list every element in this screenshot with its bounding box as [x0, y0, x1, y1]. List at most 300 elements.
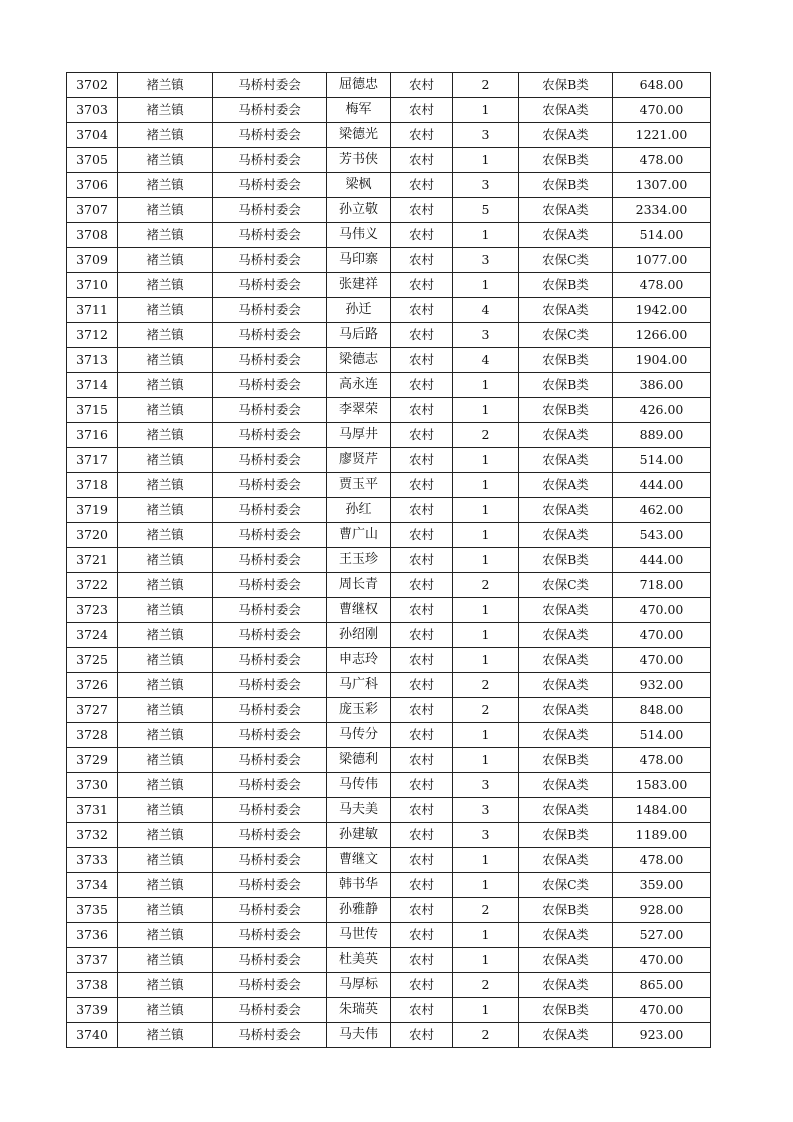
name-cell: 马广科 — [327, 673, 391, 698]
insurance-category-cell: 农保A类 — [519, 648, 613, 673]
household-type-cell: 农村 — [391, 248, 453, 273]
household-size-cell: 4 — [453, 298, 519, 323]
village-committee-cell: 马桥村委会 — [213, 398, 327, 423]
table-row — [67, 498, 711, 523]
village-committee-cell: 马桥村委会 — [213, 248, 327, 273]
name-cell: 李翠荣 — [327, 398, 391, 423]
household-type-cell: 农村 — [391, 348, 453, 373]
row-id-cell: 3720 — [67, 523, 118, 548]
village-committee-cell: 马桥村委会 — [213, 873, 327, 898]
household-size-cell: 1 — [453, 523, 519, 548]
amount-cell: 1942.00 — [613, 298, 711, 323]
town-cell: 褚兰镇 — [118, 598, 213, 623]
name-cell: 张建祥 — [327, 273, 391, 298]
household-type-cell: 农村 — [391, 498, 453, 523]
name-cell: 梁德利 — [327, 748, 391, 773]
household-size-cell: 1 — [453, 998, 519, 1023]
village-committee-cell: 马桥村委会 — [213, 298, 327, 323]
name-cell: 曹继权 — [327, 598, 391, 623]
table-row — [67, 473, 711, 498]
household-size-cell: 1 — [453, 748, 519, 773]
village-committee-cell: 马桥村委会 — [213, 198, 327, 223]
row-id-cell: 3707 — [67, 198, 118, 223]
insurance-category-cell: 农保B类 — [519, 823, 613, 848]
town-cell: 褚兰镇 — [118, 948, 213, 973]
town-cell: 褚兰镇 — [118, 248, 213, 273]
household-type-cell: 农村 — [391, 98, 453, 123]
table-row — [67, 623, 711, 648]
household-size-cell: 2 — [453, 73, 519, 98]
household-size-cell: 1 — [453, 548, 519, 573]
household-type-cell: 农村 — [391, 298, 453, 323]
table-row — [67, 798, 711, 823]
household-size-cell: 1 — [453, 923, 519, 948]
row-id-cell: 3722 — [67, 573, 118, 598]
table-row — [67, 548, 711, 573]
row-id-cell: 3704 — [67, 123, 118, 148]
household-type-cell: 农村 — [391, 373, 453, 398]
household-size-cell: 1 — [453, 498, 519, 523]
town-cell: 褚兰镇 — [118, 623, 213, 648]
insurance-category-cell: 农保A类 — [519, 623, 613, 648]
household-size-cell: 1 — [453, 873, 519, 898]
town-cell: 褚兰镇 — [118, 273, 213, 298]
name-cell: 芳书侠 — [327, 148, 391, 173]
name-cell: 庞玉彩 — [327, 698, 391, 723]
row-id-cell: 3727 — [67, 698, 118, 723]
village-committee-cell: 马桥村委会 — [213, 623, 327, 648]
name-cell: 孙迁 — [327, 298, 391, 323]
row-id-cell: 3713 — [67, 348, 118, 373]
benefit-table — [66, 72, 711, 1048]
row-id-cell: 3733 — [67, 848, 118, 873]
insurance-category-cell: 农保A类 — [519, 698, 613, 723]
household-type-cell: 农村 — [391, 698, 453, 723]
name-cell: 马印寨 — [327, 248, 391, 273]
table-row — [67, 723, 711, 748]
household-type-cell: 农村 — [391, 123, 453, 148]
insurance-category-cell: 农保A类 — [519, 723, 613, 748]
name-cell: 马厚井 — [327, 423, 391, 448]
household-size-cell: 2 — [453, 1023, 519, 1048]
table-row — [67, 873, 711, 898]
household-type-cell: 农村 — [391, 673, 453, 698]
town-cell: 褚兰镇 — [118, 173, 213, 198]
village-committee-cell: 马桥村委会 — [213, 548, 327, 573]
name-cell: 周长青 — [327, 573, 391, 598]
town-cell: 褚兰镇 — [118, 998, 213, 1023]
household-size-cell: 1 — [453, 373, 519, 398]
town-cell: 褚兰镇 — [118, 73, 213, 98]
table-row — [67, 648, 711, 673]
amount-cell: 470.00 — [613, 98, 711, 123]
village-committee-cell: 马桥村委会 — [213, 598, 327, 623]
village-committee-cell: 马桥村委会 — [213, 573, 327, 598]
household-type-cell: 农村 — [391, 948, 453, 973]
amount-cell: 514.00 — [613, 723, 711, 748]
insurance-category-cell: 农保A类 — [519, 773, 613, 798]
table-row — [67, 773, 711, 798]
amount-cell: 1266.00 — [613, 323, 711, 348]
town-cell: 褚兰镇 — [118, 648, 213, 673]
name-cell: 廖贤芹 — [327, 448, 391, 473]
row-id-cell: 3708 — [67, 223, 118, 248]
row-id-cell: 3724 — [67, 623, 118, 648]
amount-cell: 1307.00 — [613, 173, 711, 198]
amount-cell: 543.00 — [613, 523, 711, 548]
table-row — [67, 73, 711, 98]
row-id-cell: 3736 — [67, 923, 118, 948]
household-size-cell: 2 — [453, 898, 519, 923]
name-cell: 梁德光 — [327, 123, 391, 148]
household-type-cell: 农村 — [391, 873, 453, 898]
town-cell: 褚兰镇 — [118, 548, 213, 573]
row-id-cell: 3730 — [67, 773, 118, 798]
name-cell: 贾玉平 — [327, 473, 391, 498]
town-cell: 褚兰镇 — [118, 1023, 213, 1048]
table-row — [67, 673, 711, 698]
table-row — [67, 248, 711, 273]
town-cell: 褚兰镇 — [118, 798, 213, 823]
insurance-category-cell: 农保B类 — [519, 348, 613, 373]
town-cell: 褚兰镇 — [118, 848, 213, 873]
amount-cell: 470.00 — [613, 623, 711, 648]
table-row — [67, 698, 711, 723]
row-id-cell: 3715 — [67, 398, 118, 423]
table-row — [67, 848, 711, 873]
amount-cell: 444.00 — [613, 548, 711, 573]
household-size-cell: 1 — [453, 623, 519, 648]
name-cell: 韩书华 — [327, 873, 391, 898]
name-cell: 屈德忠 — [327, 73, 391, 98]
village-committee-cell: 马桥村委会 — [213, 123, 327, 148]
insurance-category-cell: 农保C类 — [519, 248, 613, 273]
household-size-cell: 1 — [453, 98, 519, 123]
village-committee-cell: 马桥村委会 — [213, 673, 327, 698]
town-cell: 褚兰镇 — [118, 223, 213, 248]
amount-cell: 648.00 — [613, 73, 711, 98]
insurance-category-cell: 农保B类 — [519, 173, 613, 198]
household-size-cell: 3 — [453, 248, 519, 273]
town-cell: 褚兰镇 — [118, 698, 213, 723]
row-id-cell: 3714 — [67, 373, 118, 398]
household-type-cell: 农村 — [391, 523, 453, 548]
amount-cell: 444.00 — [613, 473, 711, 498]
village-committee-cell: 马桥村委会 — [213, 223, 327, 248]
name-cell: 孙立敬 — [327, 198, 391, 223]
name-cell: 高永连 — [327, 373, 391, 398]
town-cell: 褚兰镇 — [118, 973, 213, 998]
amount-cell: 478.00 — [613, 748, 711, 773]
household-size-cell: 2 — [453, 973, 519, 998]
table-row — [67, 273, 711, 298]
village-committee-cell: 马桥村委会 — [213, 898, 327, 923]
row-id-cell: 3735 — [67, 898, 118, 923]
insurance-category-cell: 农保A类 — [519, 948, 613, 973]
row-id-cell: 3740 — [67, 1023, 118, 1048]
town-cell: 褚兰镇 — [118, 398, 213, 423]
row-id-cell: 3734 — [67, 873, 118, 898]
insurance-category-cell: 农保C类 — [519, 873, 613, 898]
household-size-cell: 2 — [453, 423, 519, 448]
amount-cell: 470.00 — [613, 998, 711, 1023]
amount-cell: 478.00 — [613, 848, 711, 873]
village-committee-cell: 马桥村委会 — [213, 348, 327, 373]
name-cell: 马传伟 — [327, 773, 391, 798]
name-cell: 朱瑞英 — [327, 998, 391, 1023]
table-row — [67, 148, 711, 173]
village-committee-cell: 马桥村委会 — [213, 973, 327, 998]
amount-cell: 514.00 — [613, 448, 711, 473]
row-id-cell: 3721 — [67, 548, 118, 573]
household-type-cell: 农村 — [391, 723, 453, 748]
name-cell: 杜美英 — [327, 948, 391, 973]
amount-cell: 932.00 — [613, 673, 711, 698]
household-type-cell: 农村 — [391, 623, 453, 648]
household-type-cell: 农村 — [391, 648, 453, 673]
table-row — [67, 348, 711, 373]
row-id-cell: 3712 — [67, 323, 118, 348]
insurance-category-cell: 农保A类 — [519, 198, 613, 223]
household-size-cell: 1 — [453, 273, 519, 298]
amount-cell: 1189.00 — [613, 823, 711, 848]
amount-cell: 470.00 — [613, 648, 711, 673]
row-id-cell: 3723 — [67, 598, 118, 623]
amount-cell: 1221.00 — [613, 123, 711, 148]
amount-cell: 865.00 — [613, 973, 711, 998]
village-committee-cell: 马桥村委会 — [213, 423, 327, 448]
row-id-cell: 3709 — [67, 248, 118, 273]
row-id-cell: 3706 — [67, 173, 118, 198]
table-row — [67, 1023, 711, 1048]
town-cell: 褚兰镇 — [118, 498, 213, 523]
table-row — [67, 373, 711, 398]
household-size-cell: 1 — [453, 223, 519, 248]
table-row — [67, 948, 711, 973]
name-cell: 马后路 — [327, 323, 391, 348]
town-cell: 褚兰镇 — [118, 873, 213, 898]
name-cell: 马伟义 — [327, 223, 391, 248]
table-row — [67, 823, 711, 848]
household-type-cell: 农村 — [391, 748, 453, 773]
insurance-category-cell: 农保A类 — [519, 448, 613, 473]
household-type-cell: 农村 — [391, 473, 453, 498]
amount-cell: 1904.00 — [613, 348, 711, 373]
amount-cell: 718.00 — [613, 573, 711, 598]
insurance-category-cell: 农保A类 — [519, 798, 613, 823]
name-cell: 梅军 — [327, 98, 391, 123]
household-type-cell: 农村 — [391, 798, 453, 823]
insurance-category-cell: 农保A类 — [519, 523, 613, 548]
town-cell: 褚兰镇 — [118, 323, 213, 348]
amount-cell: 923.00 — [613, 1023, 711, 1048]
village-committee-cell: 马桥村委会 — [213, 823, 327, 848]
amount-cell: 386.00 — [613, 373, 711, 398]
household-size-cell: 3 — [453, 823, 519, 848]
village-committee-cell: 马桥村委会 — [213, 323, 327, 348]
insurance-category-cell: 农保B类 — [519, 273, 613, 298]
row-id-cell: 3719 — [67, 498, 118, 523]
name-cell: 申志玲 — [327, 648, 391, 673]
household-type-cell: 农村 — [391, 773, 453, 798]
town-cell: 褚兰镇 — [118, 898, 213, 923]
household-type-cell: 农村 — [391, 273, 453, 298]
household-size-cell: 4 — [453, 348, 519, 373]
table-row — [67, 173, 711, 198]
amount-cell: 470.00 — [613, 948, 711, 973]
household-size-cell: 1 — [453, 948, 519, 973]
insurance-category-cell: 农保A类 — [519, 223, 613, 248]
household-type-cell: 农村 — [391, 998, 453, 1023]
household-type-cell: 农村 — [391, 548, 453, 573]
insurance-category-cell: 农保B类 — [519, 748, 613, 773]
table-row — [67, 973, 711, 998]
insurance-category-cell: 农保A类 — [519, 923, 613, 948]
row-id-cell: 3711 — [67, 298, 118, 323]
amount-cell: 426.00 — [613, 398, 711, 423]
household-type-cell: 农村 — [391, 573, 453, 598]
household-size-cell: 2 — [453, 673, 519, 698]
name-cell: 马夫美 — [327, 798, 391, 823]
row-id-cell: 3710 — [67, 273, 118, 298]
household-type-cell: 农村 — [391, 448, 453, 473]
table-row — [67, 398, 711, 423]
household-type-cell: 农村 — [391, 423, 453, 448]
amount-cell: 478.00 — [613, 148, 711, 173]
household-size-cell: 3 — [453, 323, 519, 348]
insurance-category-cell: 农保B类 — [519, 398, 613, 423]
table-row — [67, 223, 711, 248]
table-row — [67, 573, 711, 598]
household-type-cell: 农村 — [391, 323, 453, 348]
village-committee-cell: 马桥村委会 — [213, 798, 327, 823]
village-committee-cell: 马桥村委会 — [213, 498, 327, 523]
row-id-cell: 3726 — [67, 673, 118, 698]
insurance-category-cell: 农保A类 — [519, 973, 613, 998]
household-size-cell: 3 — [453, 773, 519, 798]
amount-cell: 1484.00 — [613, 798, 711, 823]
table-body — [67, 73, 711, 1048]
insurance-category-cell: 农保B类 — [519, 73, 613, 98]
village-committee-cell: 马桥村委会 — [213, 723, 327, 748]
row-id-cell: 3739 — [67, 998, 118, 1023]
village-committee-cell: 马桥村委会 — [213, 173, 327, 198]
village-committee-cell: 马桥村委会 — [213, 473, 327, 498]
town-cell: 褚兰镇 — [118, 123, 213, 148]
village-committee-cell: 马桥村委会 — [213, 1023, 327, 1048]
household-size-cell: 3 — [453, 798, 519, 823]
town-cell: 褚兰镇 — [118, 423, 213, 448]
table-row — [67, 598, 711, 623]
amount-cell: 514.00 — [613, 223, 711, 248]
row-id-cell: 3716 — [67, 423, 118, 448]
insurance-category-cell: 农保A类 — [519, 123, 613, 148]
village-committee-cell: 马桥村委会 — [213, 998, 327, 1023]
insurance-category-cell: 农保A类 — [519, 473, 613, 498]
household-size-cell: 3 — [453, 123, 519, 148]
row-id-cell: 3731 — [67, 798, 118, 823]
insurance-category-cell: 农保B类 — [519, 148, 613, 173]
town-cell: 褚兰镇 — [118, 573, 213, 598]
insurance-category-cell: 农保C类 — [519, 323, 613, 348]
household-type-cell: 农村 — [391, 598, 453, 623]
row-id-cell: 3732 — [67, 823, 118, 848]
amount-cell: 848.00 — [613, 698, 711, 723]
table-row — [67, 198, 711, 223]
row-id-cell: 3718 — [67, 473, 118, 498]
village-committee-cell: 马桥村委会 — [213, 148, 327, 173]
household-type-cell: 农村 — [391, 848, 453, 873]
row-id-cell: 3738 — [67, 973, 118, 998]
amount-cell: 1583.00 — [613, 773, 711, 798]
household-size-cell: 3 — [453, 173, 519, 198]
insurance-category-cell: 农保A类 — [519, 848, 613, 873]
village-committee-cell: 马桥村委会 — [213, 923, 327, 948]
village-committee-cell: 马桥村委会 — [213, 748, 327, 773]
household-type-cell: 农村 — [391, 823, 453, 848]
town-cell: 褚兰镇 — [118, 448, 213, 473]
town-cell: 褚兰镇 — [118, 198, 213, 223]
town-cell: 褚兰镇 — [118, 748, 213, 773]
town-cell: 褚兰镇 — [118, 773, 213, 798]
household-size-cell: 2 — [453, 573, 519, 598]
table-row — [67, 523, 711, 548]
table-row — [67, 923, 711, 948]
household-type-cell: 农村 — [391, 923, 453, 948]
row-id-cell: 3725 — [67, 648, 118, 673]
household-size-cell: 5 — [453, 198, 519, 223]
name-cell: 马世传 — [327, 923, 391, 948]
village-committee-cell: 马桥村委会 — [213, 848, 327, 873]
household-size-cell: 1 — [453, 473, 519, 498]
name-cell: 孙红 — [327, 498, 391, 523]
household-size-cell: 2 — [453, 698, 519, 723]
insurance-category-cell: 农保A类 — [519, 498, 613, 523]
town-cell: 褚兰镇 — [118, 923, 213, 948]
household-type-cell: 农村 — [391, 1023, 453, 1048]
name-cell: 孙绍刚 — [327, 623, 391, 648]
town-cell: 褚兰镇 — [118, 823, 213, 848]
insurance-category-cell: 农保B类 — [519, 548, 613, 573]
household-size-cell: 1 — [453, 598, 519, 623]
village-committee-cell: 马桥村委会 — [213, 773, 327, 798]
town-cell: 褚兰镇 — [118, 523, 213, 548]
household-type-cell: 农村 — [391, 198, 453, 223]
amount-cell: 470.00 — [613, 598, 711, 623]
table-row — [67, 448, 711, 473]
village-committee-cell: 马桥村委会 — [213, 73, 327, 98]
insurance-category-cell: 农保B类 — [519, 373, 613, 398]
village-committee-cell: 马桥村委会 — [213, 98, 327, 123]
row-id-cell: 3729 — [67, 748, 118, 773]
town-cell: 褚兰镇 — [118, 148, 213, 173]
town-cell: 褚兰镇 — [118, 298, 213, 323]
household-size-cell: 1 — [453, 723, 519, 748]
insurance-category-cell: 农保A类 — [519, 98, 613, 123]
amount-cell: 928.00 — [613, 898, 711, 923]
name-cell: 孙雅静 — [327, 898, 391, 923]
household-size-cell: 1 — [453, 398, 519, 423]
village-committee-cell: 马桥村委会 — [213, 448, 327, 473]
row-id-cell: 3737 — [67, 948, 118, 973]
amount-cell: 462.00 — [613, 498, 711, 523]
household-size-cell: 1 — [453, 448, 519, 473]
village-committee-cell: 马桥村委会 — [213, 698, 327, 723]
household-type-cell: 农村 — [391, 898, 453, 923]
town-cell: 褚兰镇 — [118, 723, 213, 748]
name-cell: 马传分 — [327, 723, 391, 748]
amount-cell: 527.00 — [613, 923, 711, 948]
